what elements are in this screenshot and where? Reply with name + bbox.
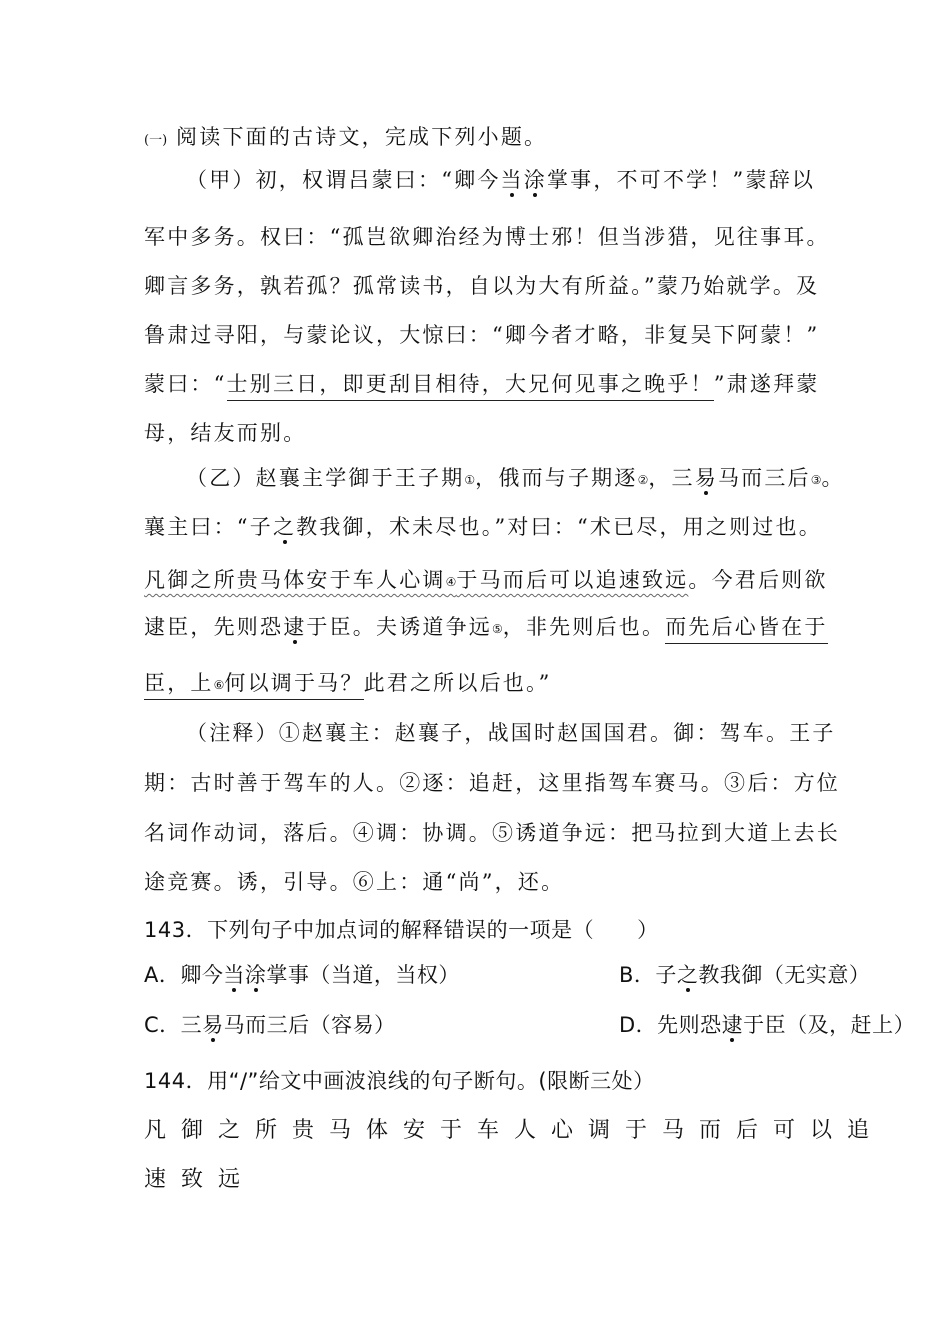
text-span: A．卿今 xyxy=(144,963,224,987)
text-span: 于臣。夫诱道争远 xyxy=(306,615,493,639)
text-span: ，俄而与子期逐 xyxy=(475,466,638,490)
text-span: 教我御，术未尽也。”对曰：“术已尽，用之则过也。 xyxy=(296,515,822,539)
notes-line-2: 期：古时善于驾车的人。②逐：追赶，这里指驾车赛马。③后：方位 xyxy=(144,771,840,795)
dotted-char: 涂 xyxy=(244,963,267,987)
dotted-char: 易 xyxy=(202,1013,224,1037)
q143-options-row-2 xyxy=(144,1010,916,1040)
q144-stem: 144．用“/”给文中画波浪线的句子断句。(限断三处） xyxy=(144,1069,655,1093)
section-number: (一) xyxy=(144,133,168,148)
dotted-char: 当 xyxy=(500,168,524,192)
yi-line-4 xyxy=(144,612,828,644)
text-span: 马而三后（容易） xyxy=(223,1013,396,1037)
text-span: 于臣（及，赶上） xyxy=(743,1013,916,1037)
wavy-sentence xyxy=(144,568,688,592)
option-c[interactable] xyxy=(144,1013,396,1037)
footnote-marker: ③ xyxy=(810,473,822,487)
text-span: 掌事（当道，当权） xyxy=(266,963,460,987)
text-span: 蒙曰：“ xyxy=(144,372,227,396)
underlined-sentence: 而先后心皆在于 xyxy=(665,615,827,644)
jia-line-6: 母，结友而别。 xyxy=(144,421,307,445)
text-span: 凡御之所贵马体安于车人心调 xyxy=(144,568,446,592)
dotted-char: 涂 xyxy=(523,168,547,192)
option-b[interactable] xyxy=(619,960,870,990)
text-span: 此君之所以后也。” xyxy=(363,671,552,695)
text-span: 于马而后可以追速致远 xyxy=(456,568,689,592)
underlined-sentence: 士别三日，即更刮目相待，大兄何见事之晚乎！ xyxy=(227,372,714,401)
text-span: ，非先则后也。 xyxy=(502,615,666,639)
text-span: D．先则恐 xyxy=(619,1013,722,1037)
footnote-marker: ① xyxy=(464,473,476,487)
text-span: 。今君后则欲 xyxy=(688,568,828,592)
yi-line-5 xyxy=(144,668,552,700)
notes-line-1: （注释）①赵襄主：赵襄子，战国时赵国国君。御：驾车。王子 xyxy=(186,721,836,745)
text-span: 掌事，不可不学！”蒙辞以 xyxy=(546,168,816,192)
yi-line-2 xyxy=(144,512,822,542)
section-heading xyxy=(144,122,547,156)
text-span: 逮臣，先则恐 xyxy=(144,615,284,639)
q143-options-row-1 xyxy=(144,960,871,990)
dotted-char: 逮 xyxy=(283,615,307,639)
text-span: ”肃遂拜蒙 xyxy=(713,372,820,396)
q143-stem: 143．下列句子中加点词的解释错误的一项是（ ） xyxy=(144,918,659,942)
jia-line-2: 军中多务。权曰：“孤岂欲卿治经为博士邪！但当涉猎，见往事耳。 xyxy=(144,225,830,249)
yi-line-1 xyxy=(186,463,845,495)
option-a[interactable] xyxy=(144,963,460,987)
text-span: 臣，上 xyxy=(144,671,214,695)
underlined-sentence xyxy=(144,671,364,700)
dotted-char: 逮 xyxy=(721,1013,744,1037)
q144-answer-line-2[interactable]: 速致远 xyxy=(144,1167,256,1192)
jia-line-5 xyxy=(144,369,820,399)
text-span: 何以调于马？ xyxy=(224,671,364,695)
jia-line-1 xyxy=(186,165,815,195)
footnote-marker: ⑤ xyxy=(492,622,503,636)
section-title: 阅读下面的古诗文，完成下列小题。 xyxy=(176,125,548,149)
footnote-marker: ② xyxy=(637,473,649,487)
dotted-char: 之 xyxy=(676,963,699,987)
notes-line-3: 名词作动词，落后。④调：协调。⑤诱道争远：把马拉到大道上去长 xyxy=(144,821,840,845)
text-span: ，三 xyxy=(648,466,695,490)
text-span: 教我御（无实意） xyxy=(698,963,871,987)
dotted-char: 之 xyxy=(272,515,297,539)
dotted-char: 易 xyxy=(694,466,718,490)
text-span: 襄主曰：“子 xyxy=(144,515,273,539)
jia-line-3: 卿言多务，孰若孤？孤常读书，自以为大有所益。”蒙乃始就学。及 xyxy=(144,274,820,298)
text-span: C．三 xyxy=(144,1013,203,1037)
option-d[interactable] xyxy=(619,1010,915,1040)
jia-line-4: 鲁肃过寻阳，与蒙论议，大惊曰：“卿今者才略，非复吴下阿蒙！” xyxy=(144,323,820,347)
q144-answer-line-1[interactable]: 凡御之所贵马体安于车人心调于马而后可以追 xyxy=(144,1118,885,1143)
text-span: （甲）初，权谓吕蒙曰：“卿今 xyxy=(186,168,501,192)
notes-line-4: 途竞赛。诱，引导。⑥上：通“尚”，还。 xyxy=(144,870,565,894)
text-span: 。 xyxy=(821,466,845,490)
yi-line-3 xyxy=(144,565,828,597)
footnote-marker: ④ xyxy=(445,575,457,589)
dotted-char: 当 xyxy=(223,963,245,987)
text-span: 马而三后 xyxy=(717,466,811,490)
text-span: B．子 xyxy=(619,963,677,987)
footnote-marker: ⑥ xyxy=(213,678,225,692)
text-span: （乙）赵襄主学御于王子期 xyxy=(186,466,465,490)
